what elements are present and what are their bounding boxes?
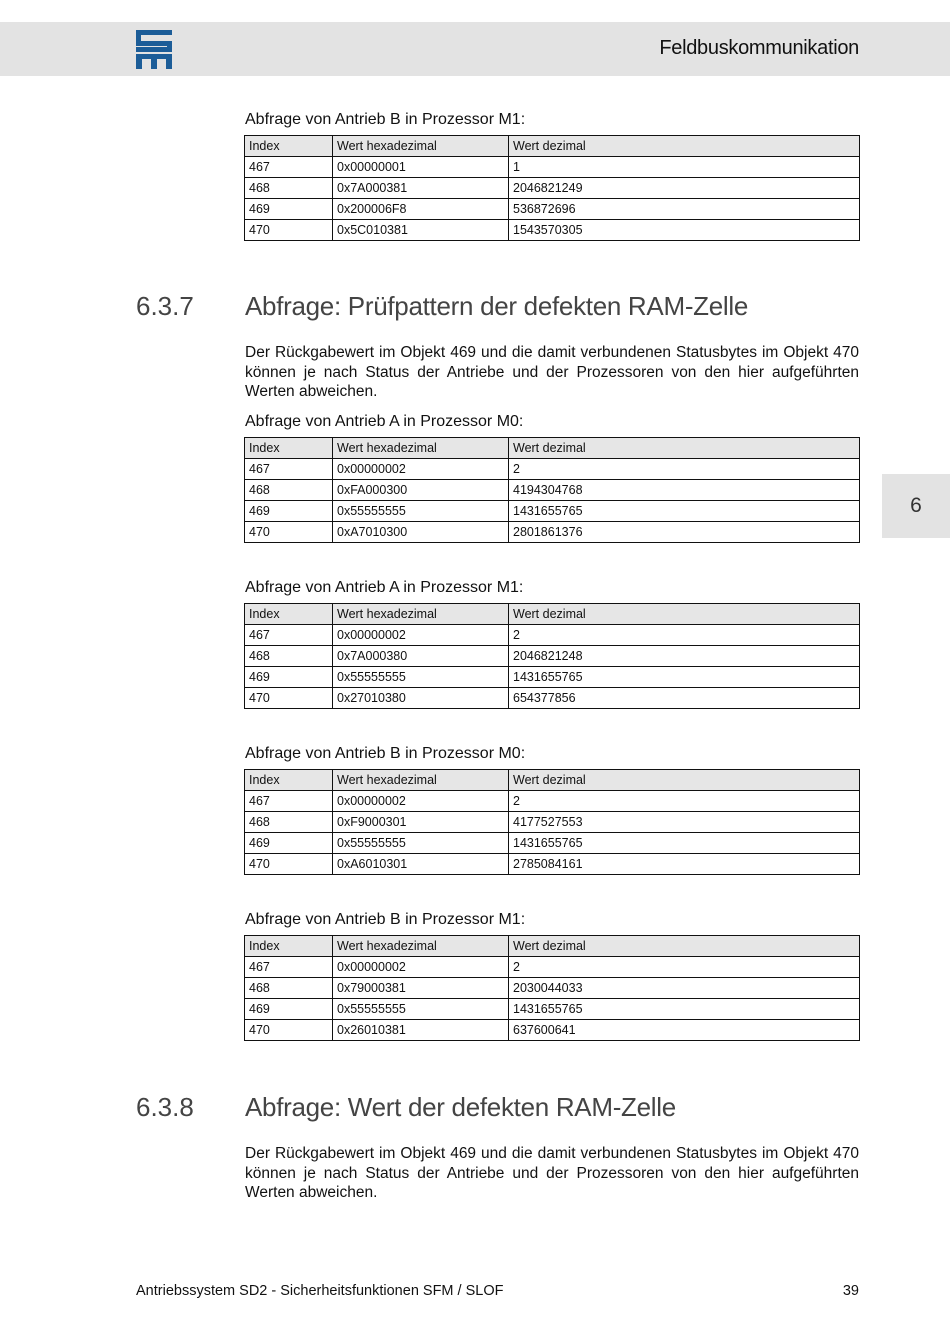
cell: 469 xyxy=(245,667,333,688)
cell: 0x200006F8 xyxy=(333,199,509,220)
cell: 654377856 xyxy=(509,688,860,709)
cell: 0x00000002 xyxy=(333,459,509,480)
table-row xyxy=(245,480,860,501)
table-row xyxy=(245,199,860,220)
cell: 0x00000002 xyxy=(333,625,509,646)
data-table xyxy=(244,437,860,543)
table-row xyxy=(245,978,860,999)
header-dec: Wert dezimal xyxy=(509,136,860,157)
cell: 469 xyxy=(245,833,333,854)
cell: 2046821248 xyxy=(509,646,860,667)
cell: 536872696 xyxy=(509,199,860,220)
cell: 468 xyxy=(245,812,333,833)
table-row xyxy=(245,522,860,543)
cell: 2046821249 xyxy=(509,178,860,199)
cell: 0x55555555 xyxy=(333,667,509,688)
sew-logo xyxy=(136,30,172,69)
header-index: Index xyxy=(245,604,333,625)
table-caption: Abfrage von Antrieb B in Prozessor M1: xyxy=(245,111,526,128)
cell: 468 xyxy=(245,978,333,999)
cell: 2 xyxy=(509,459,860,480)
cell: 4177527553 xyxy=(509,812,860,833)
cell: 470 xyxy=(245,220,333,241)
table-row xyxy=(245,178,860,199)
cell: 1431655765 xyxy=(509,999,860,1020)
cell: 468 xyxy=(245,646,333,667)
table-row xyxy=(245,157,860,178)
cell: 0xA7010300 xyxy=(333,522,509,543)
table-caption: Abfrage von Antrieb B in Prozessor M0: xyxy=(245,745,526,762)
table-row xyxy=(245,999,860,1020)
cell: 2 xyxy=(509,791,860,812)
data-table xyxy=(244,935,860,1041)
cell: 469 xyxy=(245,199,333,220)
section-paragraph: Der Rückgabewert im Objekt 469 und die damit verbundenen Statusbytes im Objekt 470 können je nach Status der Antriebe und der Prozessoren von den hier aufgeführten Werten abweichen. xyxy=(245,1145,859,1201)
section-title: Abfrage: Prüfpattern der defekten RAM-Zelle xyxy=(245,291,749,321)
cell: 0x00000002 xyxy=(333,957,509,978)
table-header-row xyxy=(245,438,860,459)
header-index: Index xyxy=(245,770,333,791)
cell: 0x00000001 xyxy=(333,157,509,178)
section-paragraph: Der Rückgabewert im Objekt 469 und die damit verbundenen Statusbytes im Objekt 470 können je nach Status der Antriebe und der Prozessoren von den hier aufgeführten Werten abweichen. xyxy=(245,344,859,400)
cell: 0xFA000300 xyxy=(333,480,509,501)
cell: 0x7A000381 xyxy=(333,178,509,199)
cell: 637600641 xyxy=(509,1020,860,1041)
table-row xyxy=(245,854,860,875)
table-caption: Abfrage von Antrieb B in Prozessor M1: xyxy=(245,911,526,928)
table-row xyxy=(245,501,860,522)
header-dec: Wert dezimal xyxy=(509,438,860,459)
cell: 468 xyxy=(245,178,333,199)
table-header-row xyxy=(245,136,860,157)
cell: 1431655765 xyxy=(509,833,860,854)
table-row xyxy=(245,812,860,833)
cell: 0x27010380 xyxy=(333,688,509,709)
cell: 0x55555555 xyxy=(333,501,509,522)
cell: 467 xyxy=(245,625,333,646)
cell: 0xF9000301 xyxy=(333,812,509,833)
cell: 0x79000381 xyxy=(333,978,509,999)
cell: 0x55555555 xyxy=(333,999,509,1020)
table-header-row xyxy=(245,604,860,625)
cell: 0x00000002 xyxy=(333,791,509,812)
cell: 467 xyxy=(245,459,333,480)
header-hex: Wert hexadezimal xyxy=(333,604,509,625)
cell: 1543570305 xyxy=(509,220,860,241)
cell: 1 xyxy=(509,157,860,178)
cell: 2 xyxy=(509,625,860,646)
section-number: 6.3.8 xyxy=(136,1092,194,1122)
data-table xyxy=(244,769,860,875)
header-hex: Wert hexadezimal xyxy=(333,136,509,157)
header-index: Index xyxy=(245,936,333,957)
data-table xyxy=(244,135,860,241)
table-row xyxy=(245,646,860,667)
cell: 467 xyxy=(245,957,333,978)
footer-document-title: Antriebssystem SD2 - Sicherheitsfunktionen SFM / SLOF xyxy=(136,1283,504,1299)
cell: 0x7A000380 xyxy=(333,646,509,667)
table-row xyxy=(245,688,860,709)
table-row xyxy=(245,459,860,480)
cell: 2030044033 xyxy=(509,978,860,999)
cell: 2801861376 xyxy=(509,522,860,543)
cell: 470 xyxy=(245,854,333,875)
section-title: Abfrage: Wert der defekten RAM-Zelle xyxy=(245,1092,676,1122)
page-number: 39 xyxy=(842,1283,859,1299)
cell: 4194304768 xyxy=(509,480,860,501)
table-row xyxy=(245,220,860,241)
data-table xyxy=(244,603,860,709)
cell: 1431655765 xyxy=(509,667,860,688)
cell: 470 xyxy=(245,1020,333,1041)
cell: 469 xyxy=(245,999,333,1020)
cell: 470 xyxy=(245,522,333,543)
page-header-title: Feldbuskommunikation xyxy=(659,37,859,59)
header-index: Index xyxy=(245,438,333,459)
cell: 467 xyxy=(245,791,333,812)
table-header-row xyxy=(245,770,860,791)
table-header-row xyxy=(245,936,860,957)
table-row xyxy=(245,957,860,978)
cell: 2 xyxy=(509,957,860,978)
header-hex: Wert hexadezimal xyxy=(333,438,509,459)
table-row xyxy=(245,667,860,688)
cell: 2785084161 xyxy=(509,854,860,875)
header-dec: Wert dezimal xyxy=(509,936,860,957)
cell: 0x55555555 xyxy=(333,833,509,854)
table-row xyxy=(245,1020,860,1041)
cell: 469 xyxy=(245,501,333,522)
table-row xyxy=(245,625,860,646)
cell: 0xA6010301 xyxy=(333,854,509,875)
header-hex: Wert hexadezimal xyxy=(333,936,509,957)
table-row xyxy=(245,791,860,812)
chapter-tab: 6 xyxy=(882,474,950,538)
table-caption: Abfrage von Antrieb A in Prozessor M1: xyxy=(245,579,524,596)
header-hex: Wert hexadezimal xyxy=(333,770,509,791)
cell: 468 xyxy=(245,480,333,501)
cell: 0x26010381 xyxy=(333,1020,509,1041)
header-dec: Wert dezimal xyxy=(509,604,860,625)
section-number: 6.3.7 xyxy=(136,291,194,321)
cell: 467 xyxy=(245,157,333,178)
header-index: Index xyxy=(245,136,333,157)
cell: 0x5C010381 xyxy=(333,220,509,241)
header-dec: Wert dezimal xyxy=(509,770,860,791)
table-row xyxy=(245,833,860,854)
cell: 470 xyxy=(245,688,333,709)
table-caption: Abfrage von Antrieb A in Prozessor M0: xyxy=(245,413,524,430)
cell: 1431655765 xyxy=(509,501,860,522)
